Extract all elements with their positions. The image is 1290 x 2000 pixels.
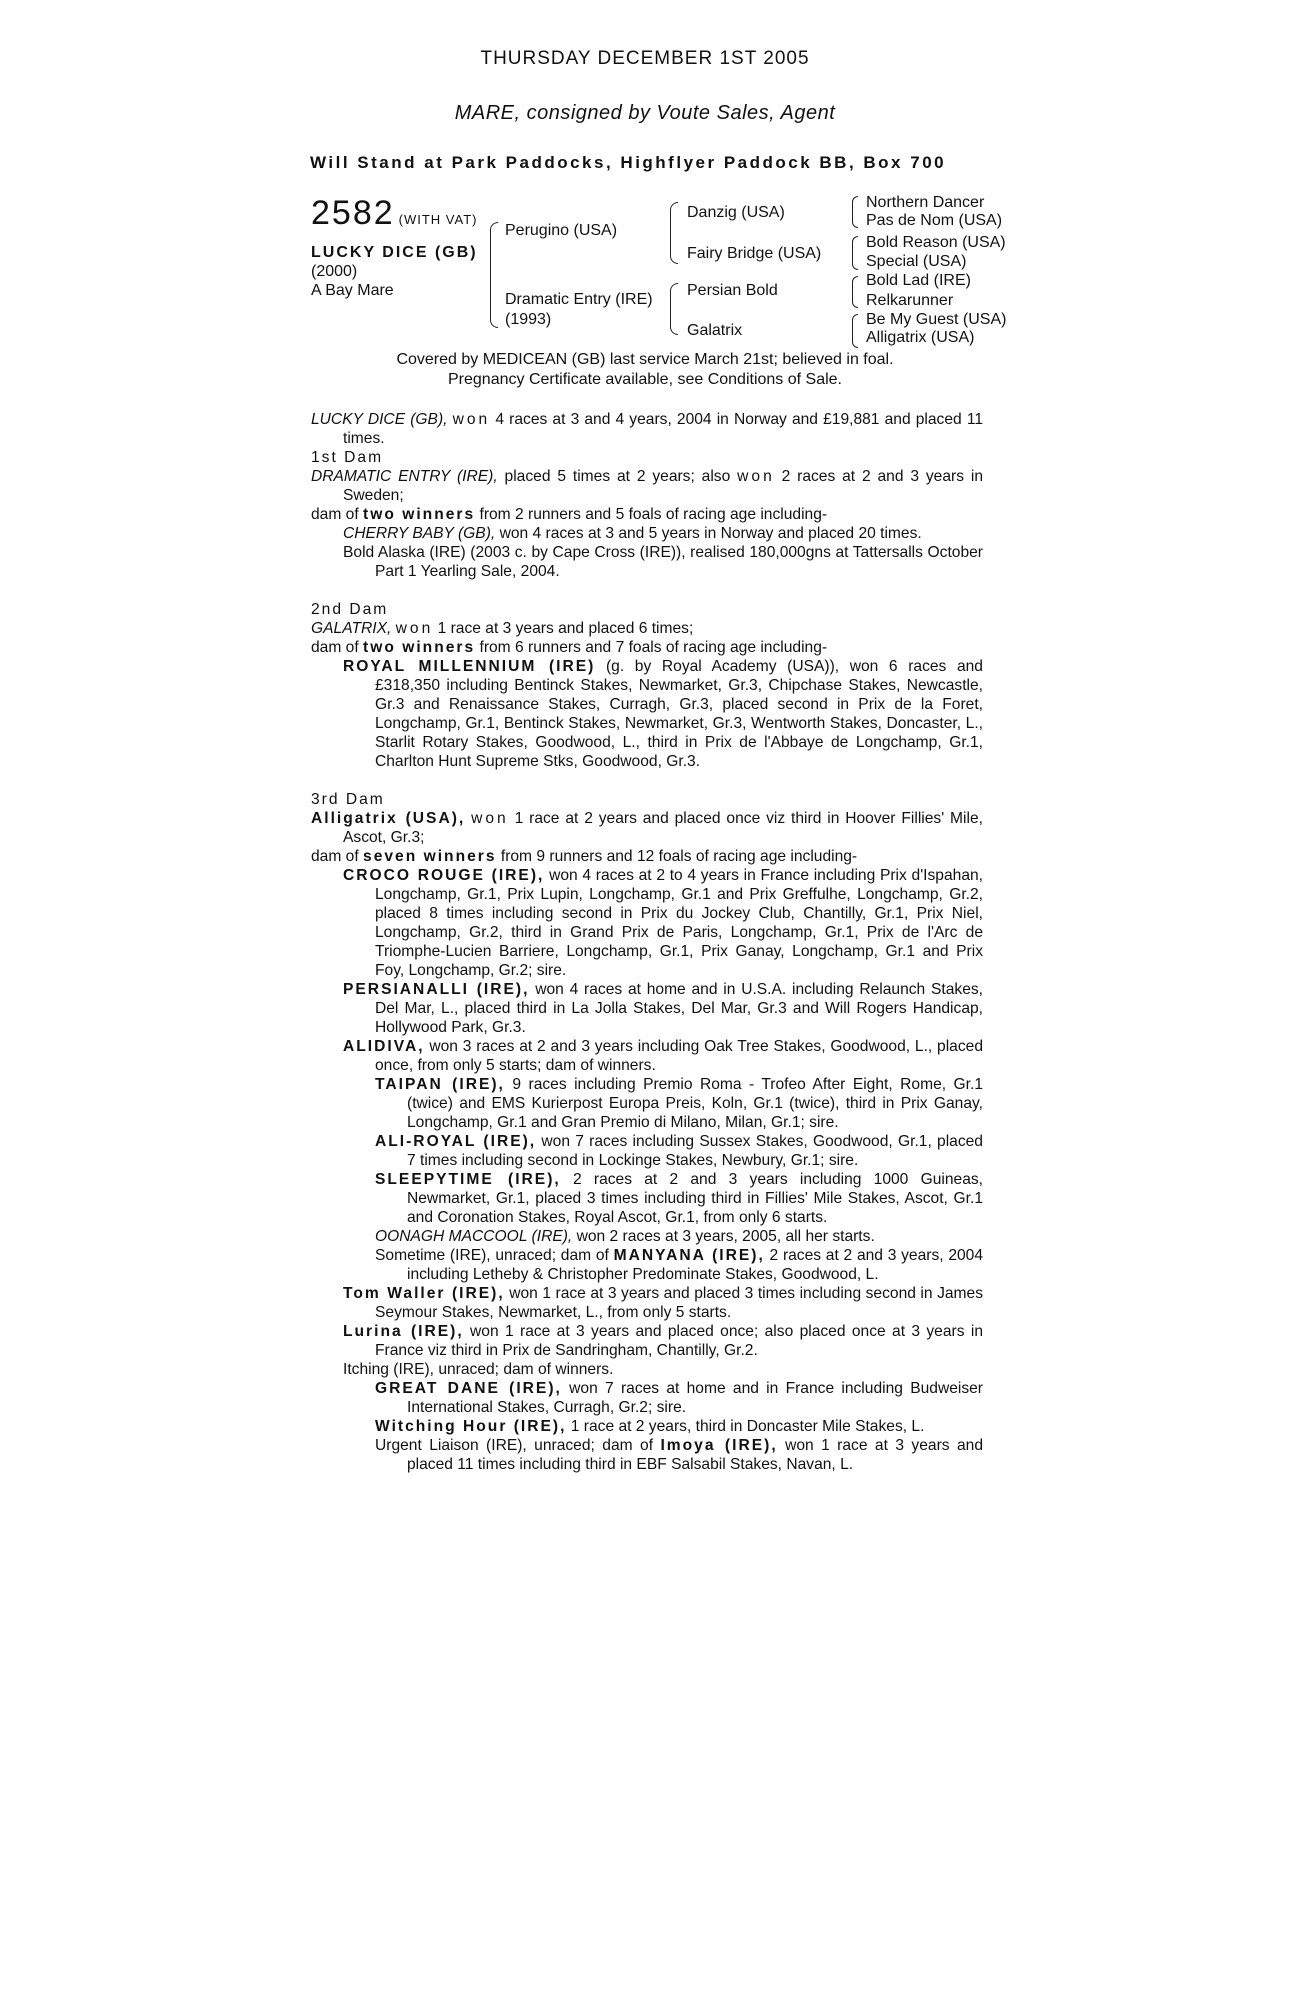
pedigree-dam-year: (1993) bbox=[505, 311, 552, 328]
produce-text: won 1 race at 3 years and placed once; also placed once at 3 years in France viz third in Prix de Sandringham, Chantilly, Gr.2. bbox=[375, 1323, 983, 1359]
lot-number-value: 2582 bbox=[311, 194, 395, 232]
second-dam-produce bbox=[311, 638, 983, 657]
produce-entry: Itching (IRE), unraced; dam of winners. bbox=[343, 1361, 614, 1378]
produce-text: dam of bbox=[311, 848, 359, 865]
won-text: won bbox=[471, 810, 509, 827]
produce-entry bbox=[311, 1037, 983, 1075]
second-dam-name: GALATRIX, bbox=[311, 620, 392, 637]
produce-text: dam of bbox=[311, 506, 359, 523]
produce-text: 9 races including Premio Roma - Trofeo After Eight, Rome, Gr.1 (twice) and EMS Kurierpost Europa Preis, Koln, Gr.1 (twice), third in Prix Ganay, Longchamp, Gr.1 and Gran Premio di Milano, Milan, Gr.1; sire. bbox=[407, 1076, 983, 1131]
horse-record-text: 4 races at 3 and 4 years, 2004 in Norway and £19,881 and placed 11 times. bbox=[343, 411, 984, 447]
produce-text: won 7 races including Sussex Stakes, Goodwood, Gr.1, placed 7 times including second in Lockinge Stakes, Newbury, Gr.1; sire. bbox=[407, 1133, 983, 1169]
horse-info bbox=[311, 243, 478, 300]
produce-text: won 4 races at 2 to 4 years in France including Prix d'Ispahan, Longchamp, Gr.1, Prix Lupin, Longchamp, Gr.1 and Prix Greffulhe, Longchamp, Gr.2, placed 8 times including second in Prix du Jockey Club, Chantilly, Gr.1, Prix Niel, Longchamp, Gr.2, third in Grand Prix de Paris, Longchamp, Gr.1, Prix de l'Arc de Triomphe-Lucien Barriere, Longchamp, Gr.1, Prix Ganay, Longchamp, Gr.1 and Prix Foy, Longchamp, Gr.2; sire. bbox=[375, 867, 984, 979]
pedigree-sire-sire: Danzig (USA) bbox=[687, 204, 785, 221]
produce-entry: Bold Alaska (IRE) (2003 c. by Cape Cross (IRE)), realised 180,000gns at Tattersalls October Part 1 Yearling Sale, 2004. bbox=[343, 544, 983, 580]
produce-entry bbox=[311, 1227, 983, 1246]
produce-record bbox=[311, 410, 983, 1474]
pedigree-brace-sire bbox=[670, 202, 678, 264]
produce-text: from 9 runners and 12 foals of racing age including- bbox=[500, 848, 858, 865]
produce-name: CROCO ROUGE (IRE), bbox=[343, 867, 545, 884]
produce-name: ALI-ROYAL (IRE), bbox=[375, 1133, 537, 1150]
produce-name: MANYANA (IRE), bbox=[613, 1247, 765, 1264]
produce-entry bbox=[311, 980, 983, 1037]
produce-name: Imoya (IRE), bbox=[660, 1437, 778, 1454]
pedigree-brace-dd bbox=[852, 314, 858, 348]
produce-text: 2 races at 2 and 3 years, 2004 including Letheby & Christopher Predominate Stakes, Goodwood, L. bbox=[407, 1247, 984, 1283]
produce-entry bbox=[311, 657, 983, 771]
produce-name: TAIPAN (IRE), bbox=[375, 1076, 505, 1093]
winners-count: two winners bbox=[363, 506, 476, 523]
first-dam-record bbox=[311, 467, 983, 505]
produce-text: Sometime (IRE), unraced; dam of bbox=[375, 1247, 609, 1264]
second-dam-text: 1 race at 3 years and placed 6 times; bbox=[437, 620, 694, 637]
produce-text: dam of bbox=[311, 639, 359, 656]
pedigree-dam-dam: Galatrix bbox=[687, 322, 743, 339]
covered-line-2: Pregnancy Certificate available, see Conditions of Sale. bbox=[448, 371, 842, 388]
produce-name: Tom Waller (IRE), bbox=[343, 1285, 505, 1302]
vat-note: (WITH VAT) bbox=[398, 212, 478, 227]
produce-entry bbox=[311, 1132, 983, 1170]
produce-entry bbox=[311, 1436, 983, 1474]
pedigree-dds: Be My Guest (USA) bbox=[866, 311, 1007, 328]
first-dam-produce bbox=[311, 505, 983, 524]
produce-text: 2 races at 2 and 3 years including 1000 Guineas, Newmarket, Gr.1, placed 3 times including third in Fillies' Mile Stakes, Ascot, Gr.1 and Coronation Stakes, Royal Ascot, Gr.1, from only 6 starts. bbox=[407, 1171, 983, 1226]
produce-text: Urgent Liaison (IRE), unraced; dam of bbox=[375, 1437, 654, 1454]
pedigree-sds: Bold Reason (USA) bbox=[866, 234, 1006, 251]
first-dam-heading: 1st Dam bbox=[311, 449, 384, 466]
pedigree-dam: Dramatic Entry (IRE) bbox=[505, 291, 653, 308]
consignment-line: MARE, consigned by Voute Sales, Agent bbox=[454, 102, 836, 124]
horse-name: LUCKY DICE (GB) bbox=[311, 244, 478, 261]
second-dam-record bbox=[311, 619, 983, 638]
first-dam-text-b: 2 races at 2 and 3 years in Sweden; bbox=[343, 468, 983, 504]
pedigree-ssd: Pas de Nom (USA) bbox=[866, 212, 1003, 229]
pedigree-dss: Bold Lad (IRE) bbox=[866, 272, 971, 289]
produce-text: 1 race at 2 years, third in Doncaster Mile Stakes, L. bbox=[570, 1418, 925, 1435]
produce-text: from 2 runners and 5 foals of racing age including- bbox=[479, 506, 828, 523]
pedigree-sire-dam: Fairy Bridge (USA) bbox=[687, 245, 822, 262]
horse-year: (2000) bbox=[311, 263, 358, 280]
first-dam-text-a: placed 5 times at 2 years; also bbox=[504, 468, 731, 485]
stand-location: Will Stand at Park Paddocks, Highflyer Paddock BB, Box 700 bbox=[310, 153, 947, 172]
produce-text: won 7 races at home and in France including Budweiser International Stakes, Curragh, Gr.2; sire. bbox=[407, 1380, 984, 1416]
produce-entry bbox=[311, 866, 983, 980]
pedigree-sss: Northern Dancer bbox=[866, 194, 985, 211]
winners-count: seven winners bbox=[363, 848, 497, 865]
produce-entry bbox=[311, 1075, 983, 1132]
pedigree-brace-sd bbox=[852, 236, 858, 270]
produce-text: won 3 races at 2 and 3 years including Oak Tree Stakes, Goodwood, L., placed once, from only 5 starts; dam of winners. bbox=[375, 1038, 983, 1074]
produce-text: won 1 race at 3 years and placed 11 times including third in EBF Salsabil Stakes, Navan, L. bbox=[407, 1437, 983, 1473]
produce-name: CHERRY BABY (GB), bbox=[343, 525, 496, 542]
third-dam-record bbox=[311, 809, 983, 847]
horse-record-name: LUCKY DICE (GB), bbox=[311, 411, 448, 428]
produce-name: SLEEPYTIME (IRE), bbox=[375, 1171, 561, 1188]
produce-text: won 4 races at home and in U.S.A. including Relaunch Stakes, Del Mar, L., placed third in La Jolla Stakes, Del Mar, Gr.3 and Will Rogers Handicap, Hollywood Park, Gr.3. bbox=[375, 981, 984, 1036]
covered-line-1: Covered by MEDICEAN (GB) last service March 21st; believed in foal. bbox=[396, 351, 894, 368]
third-dam-produce bbox=[311, 847, 983, 866]
pedigree-dsd: Relkarunner bbox=[866, 292, 954, 309]
sale-date: THURSDAY DECEMBER 1ST 2005 bbox=[480, 48, 810, 69]
covered-note bbox=[0, 350, 1290, 390]
produce-entry bbox=[311, 1322, 983, 1360]
pedigree-sire: Perugino (USA) bbox=[505, 222, 618, 239]
produce-entry bbox=[311, 524, 983, 543]
first-dam-name: DRAMATIC ENTRY (IRE), bbox=[311, 468, 498, 485]
second-dam-heading: 2nd Dam bbox=[311, 601, 389, 618]
produce-text: won 2 races at 3 years, 2005, all her starts. bbox=[576, 1228, 875, 1245]
third-dam-text: 1 race at 2 years and placed once viz third in Hoover Fillies' Mile, Ascot, Gr.3; bbox=[343, 810, 983, 846]
produce-entry bbox=[311, 1417, 983, 1436]
produce-name: GREAT DANE (IRE), bbox=[375, 1380, 562, 1397]
pedigree-brace-ds bbox=[852, 276, 858, 308]
produce-name: OONAGH MACCOOL (IRE), bbox=[375, 1228, 573, 1245]
pedigree-dam-sire: Persian Bold bbox=[687, 282, 778, 299]
pedigree-sdd: Special (USA) bbox=[866, 253, 967, 270]
lot-number bbox=[311, 194, 477, 233]
produce-entry bbox=[311, 1170, 983, 1227]
produce-entry bbox=[311, 1379, 983, 1417]
pedigree-brace-ss bbox=[852, 196, 858, 228]
produce-text: (g. by Royal Academy (USA)), won 6 races and £318,350 including Bentinck Stakes, Newmarket, Gr.3, Chipchase Stakes, Newcastle, Gr.3 and Renaissance Stakes, Curragh, Gr.3, placed second in Prix de la Foret, Longchamp, Gr.1, Bentinck Stakes, Newmarket, Gr.3, Wentworth Stakes, Doncaster, L., Starlit Rotary Stakes, Goodwood, L., third in Prix de l'Abbaye de Longchamp, Gr.1, Charlton Hunt Supreme Stks, Goodwood, Gr.3. bbox=[375, 658, 983, 770]
pedigree-ddd: Alligatrix (USA) bbox=[866, 329, 975, 346]
produce-name: PERSIANALLI (IRE), bbox=[343, 981, 530, 998]
horse-record bbox=[311, 410, 983, 448]
produce-text: from 6 runners and 7 foals of racing age including- bbox=[479, 639, 828, 656]
won-text: won bbox=[395, 620, 434, 637]
produce-name: Witching Hour (IRE), bbox=[375, 1418, 567, 1435]
produce-entry bbox=[311, 1284, 983, 1322]
produce-text: won 4 races at 3 and 5 years in Norway and placed 20 times. bbox=[499, 525, 922, 542]
third-dam-heading: 3rd Dam bbox=[311, 791, 385, 808]
produce-name: ALIDIVA, bbox=[343, 1038, 425, 1055]
produce-name: Lurina (IRE), bbox=[343, 1323, 464, 1340]
third-dam-name: Alligatrix (USA), bbox=[311, 810, 466, 827]
produce-name: ROYAL MILLENNIUM (IRE) bbox=[343, 658, 596, 675]
horse-description: A Bay Mare bbox=[311, 282, 394, 299]
produce-text: won 1 race at 3 years and placed 3 times including second in James Seymour Stakes, Newmarket, L., from only 5 starts. bbox=[375, 1285, 983, 1321]
won-text: won bbox=[737, 468, 775, 485]
pedigree-brace-dam bbox=[670, 283, 678, 335]
winners-count: two winners bbox=[363, 639, 476, 656]
produce-entry bbox=[311, 1246, 983, 1284]
pedigree-brace-main bbox=[490, 222, 498, 328]
won-text: won bbox=[452, 411, 491, 428]
